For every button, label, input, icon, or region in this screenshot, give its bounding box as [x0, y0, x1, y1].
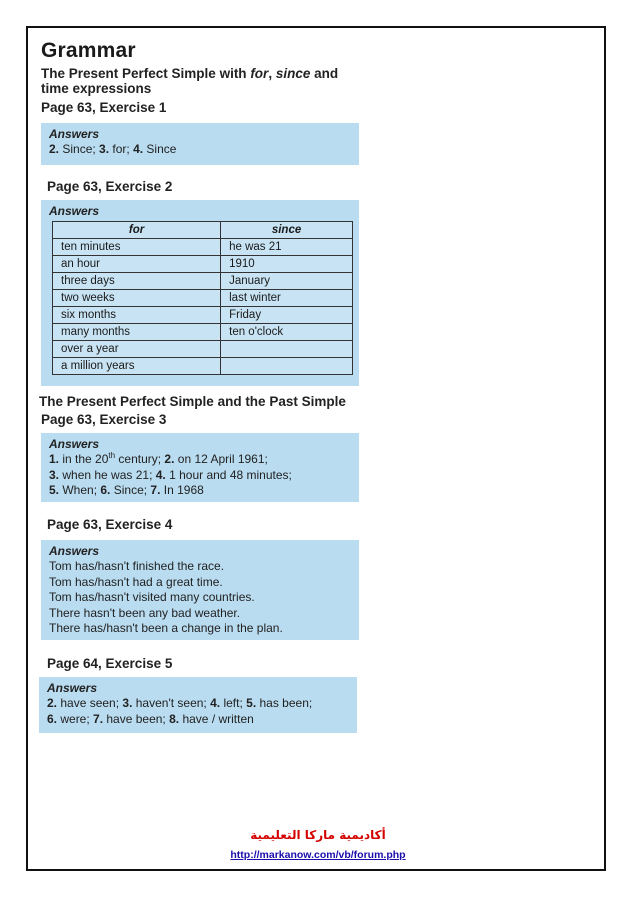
section-subtitle-1: The Present Perfect Simple with for, since and time expressions	[41, 66, 339, 96]
answer-line: There has/hasn't been a change in the plan.	[49, 621, 283, 635]
table-cell: many months	[53, 324, 221, 341]
answer-line: Tom has/hasn't had a great time.	[49, 574, 223, 589]
table-row	[53, 324, 353, 341]
column-header-since: since	[221, 222, 353, 239]
exercise-3-heading: Page 63, Exercise 3	[41, 412, 167, 427]
table-cell: last winter	[221, 290, 353, 307]
for-since-table	[52, 221, 353, 375]
table-row	[53, 239, 353, 256]
answers-label: Answers	[49, 437, 100, 451]
table-row	[53, 307, 353, 324]
footer-link[interactable]: http://markanow.com/vb/forum.php	[230, 849, 406, 861]
exercise-1-heading: Page 63, Exercise 1	[41, 100, 167, 115]
answers-label: Answers	[49, 204, 100, 218]
answer-line: 2. have seen; 3. haven't seen; 4. left; 5. has been;	[47, 696, 313, 710]
answer-line: 6. were; 7. have been; 8. have / written	[47, 711, 254, 726]
exercise-4-heading: Page 63, Exercise 4	[47, 517, 173, 532]
exercise-1-answers	[41, 123, 359, 165]
table-cell: a million years	[53, 358, 221, 375]
exercise-4-answers	[41, 540, 359, 640]
table-cell: Friday	[221, 307, 353, 324]
answer-line: 2. Since; 3. for; 4. Since	[49, 142, 177, 156]
table-row	[53, 273, 353, 290]
answers-label: Answers	[47, 681, 98, 695]
answers-label: Answers	[49, 127, 100, 141]
answer-line: Tom has/hasn't finished the race.	[49, 559, 225, 573]
table-cell: he was 21	[221, 239, 353, 256]
answer-line: There hasn't been any bad weather.	[49, 605, 241, 620]
table-cell: two weeks	[53, 290, 221, 307]
footer-academy-name: أكاديمية ماركا التعليمية	[250, 828, 386, 842]
exercise-5-answers	[39, 677, 357, 733]
exercise-3-answers	[41, 433, 359, 502]
section-subtitle-2: The Present Perfect Simple and the Past Simple	[39, 394, 346, 409]
table-cell: three days	[53, 273, 221, 290]
exercise-2-heading: Page 63, Exercise 2	[47, 179, 173, 194]
content-column	[41, 38, 361, 733]
column-header-for: for	[53, 222, 221, 239]
exercise-5-heading: Page 64, Exercise 5	[47, 656, 173, 671]
table-cell: 1910	[221, 256, 353, 273]
table-cell: six months	[53, 307, 221, 324]
table-row	[53, 358, 353, 375]
answers-label: Answers	[49, 544, 100, 558]
table-cell	[221, 358, 353, 375]
table-row	[53, 341, 353, 358]
table-cell: January	[221, 273, 353, 290]
answer-line: 3. when he was 21; 4. 1 hour and 48 minutes;	[49, 467, 292, 482]
table-row	[53, 290, 353, 307]
table-cell: ten o'clock	[221, 324, 353, 341]
page-frame	[26, 26, 606, 871]
answer-line: Tom has/hasn't visited many countries.	[49, 590, 255, 604]
answer-line: 1. in the 20th century; 2. on 12 April 1961;	[49, 451, 268, 466]
table-cell: ten minutes	[53, 239, 221, 256]
table-cell: an hour	[53, 256, 221, 273]
page-title: Grammar	[41, 39, 136, 62]
table-row	[53, 256, 353, 273]
answer-line: 5. When; 6. Since; 7. In 1968	[49, 483, 204, 497]
table-cell: over a year	[53, 341, 221, 358]
table-cell	[221, 341, 353, 358]
exercise-2-answers	[41, 200, 359, 386]
